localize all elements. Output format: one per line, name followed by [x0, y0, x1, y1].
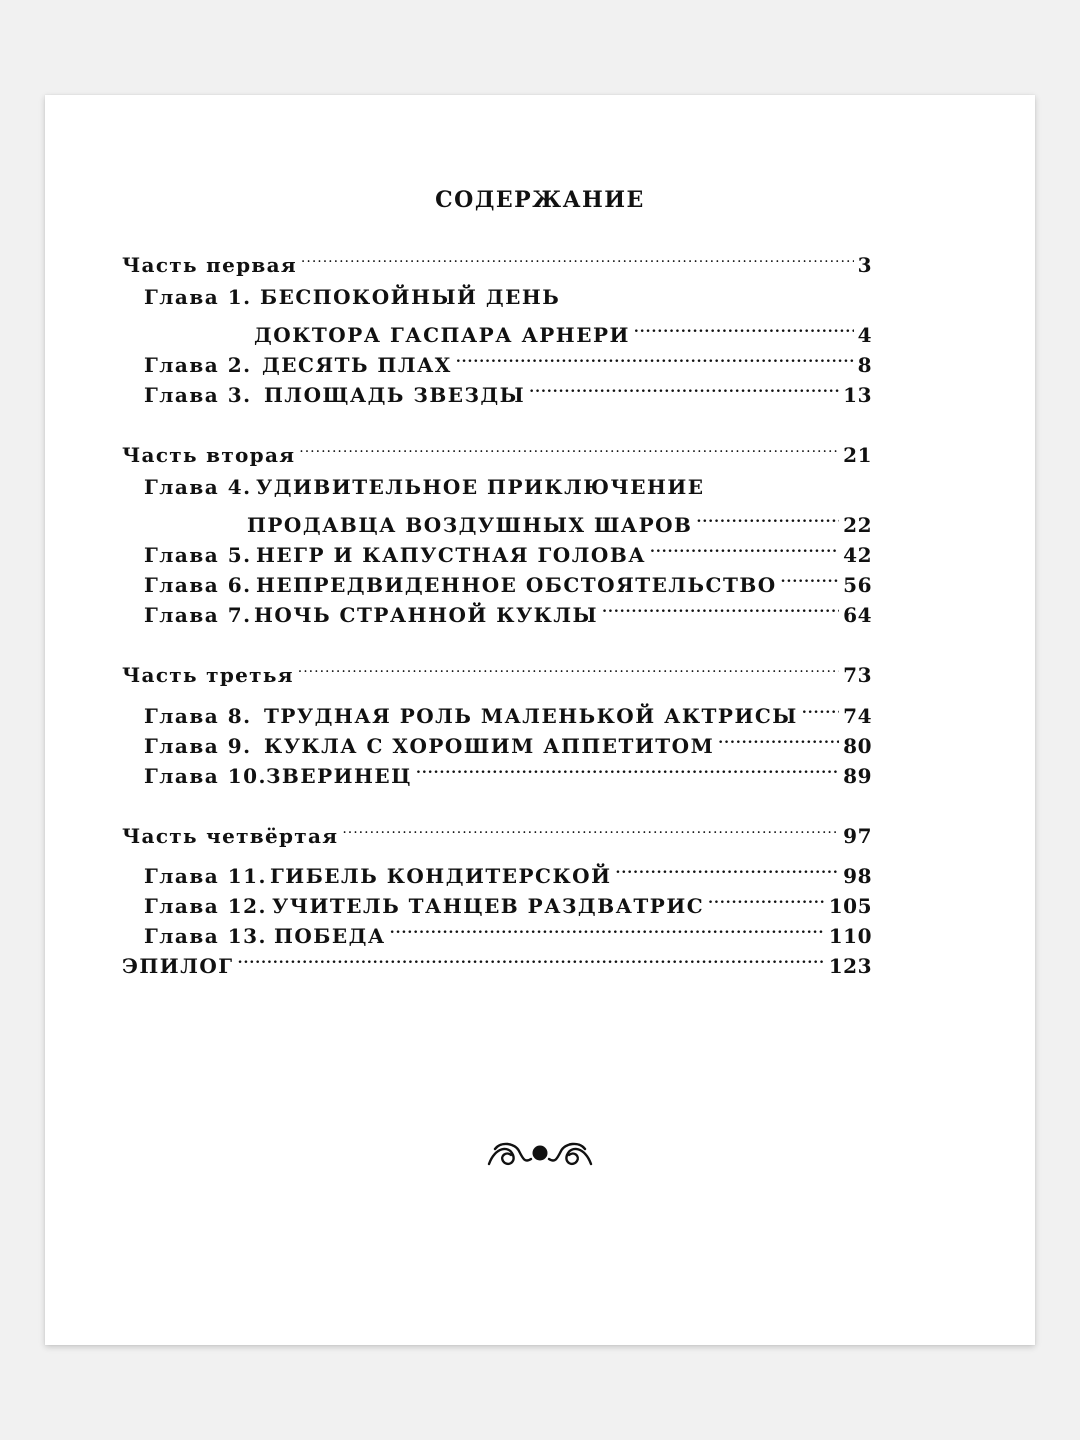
toc-chapter-11: [144, 853, 872, 888]
epilog-label: ЭПИЛОГ: [122, 954, 234, 978]
page-number: 4: [857, 323, 872, 347]
toc-chapter-6: [144, 562, 872, 597]
chapter-number: Глава 11.: [144, 864, 267, 888]
toc-part-3: [122, 652, 872, 687]
chapter-number: Глава 13.: [144, 924, 267, 948]
part-label: Часть третья: [122, 663, 294, 687]
chapter-title: НЕПРЕДВИДЕННОЕ ОБСТОЯТЕЛЬСТВО: [256, 573, 777, 597]
dot-leader: [298, 652, 839, 682]
dot-leader: [602, 592, 839, 622]
toc-chapter-7: [144, 592, 872, 627]
toc-chapter-2: [144, 342, 872, 377]
toc-chapter-3: [144, 372, 872, 407]
dot-leader: [342, 813, 839, 843]
chapter-number: Глава 9.: [144, 734, 252, 758]
dot-leader: [696, 502, 839, 532]
dot-leader: [529, 372, 839, 402]
page-number: 3: [857, 253, 872, 277]
fleuron-ornament-icon: [45, 1137, 1035, 1177]
dot-leader: [416, 753, 839, 783]
chapter-number: Глава 6.: [144, 573, 252, 597]
chapter-number: Глава 10.: [144, 764, 267, 788]
toc-part-1: [122, 242, 872, 277]
dot-leader: [802, 693, 839, 723]
toc-chapter-4-first-line: [144, 472, 705, 502]
page-number: 56: [843, 573, 872, 597]
page-number: 123: [828, 954, 872, 978]
page-number: 97: [843, 824, 872, 848]
dot-leader: [718, 723, 839, 753]
chapter-number: Глава 1.: [144, 285, 252, 309]
dot-leader: [634, 312, 854, 342]
dot-leader: [238, 943, 825, 973]
chapter-title-line-1: БЕСПОКОЙНЫЙ ДЕНЬ: [260, 285, 561, 309]
page-number: 22: [843, 513, 872, 537]
dot-leader: [456, 342, 854, 372]
toc-chapter-10: [144, 753, 872, 788]
chapter-number: Глава 4.: [144, 475, 252, 499]
dot-leader: [615, 853, 839, 883]
page-number: 105: [828, 894, 872, 918]
chapter-number: Глава 8.: [144, 704, 252, 728]
part-label: Часть вторая: [122, 443, 296, 467]
chapter-title-line-2: ПРОДАВЦА ВОЗДУШНЫХ ШАРОВ: [247, 513, 693, 537]
part-label: Часть четвёртая: [122, 824, 339, 848]
toc-chapter-8: [144, 693, 872, 728]
toc-chapter-12: [144, 883, 872, 918]
chapter-title: ЗВЕРИНЕЦ: [266, 764, 412, 788]
chapter-number: Глава 7.: [144, 603, 252, 627]
chapter-title-line-2: ДОКТОРА ГАСПАРА АРНЕРИ: [254, 323, 630, 347]
toc-chapter-1-first-line: [144, 282, 560, 312]
dot-leader: [301, 242, 854, 272]
chapter-title: ГИБЕЛЬ КОНДИТЕРСКОЙ: [270, 864, 612, 888]
toc-chapter-13: [144, 913, 872, 948]
page-number: 89: [843, 764, 872, 788]
toc-epilog: [122, 943, 872, 978]
page-number: 110: [828, 924, 872, 948]
chapter-title: ТРУДНАЯ РОЛЬ МАЛЕНЬКОЙ АКТРИСЫ: [264, 704, 798, 728]
page-number: 8: [857, 353, 872, 377]
toc-chapter-5: [144, 532, 872, 567]
chapter-title: ПОБЕДА: [274, 924, 386, 948]
page-title: СОДЕРЖАНИЕ: [435, 187, 645, 213]
toc-chapter-1: [254, 312, 872, 347]
chapter-title: УЧИТЕЛЬ ТАНЦЕВ РАЗДВАТРИС: [272, 894, 705, 918]
toc-part-2: [122, 432, 872, 467]
chapter-title-line-1: УДИВИТЕЛЬНОЕ ПРИКЛЮЧЕНИЕ: [256, 475, 705, 499]
dot-leader: [650, 532, 839, 562]
page-number: 74: [843, 704, 872, 728]
page-number: 98: [843, 864, 872, 888]
chapter-number: Глава 5.: [144, 543, 252, 567]
page-number: 73: [843, 663, 872, 687]
chapter-title: КУКЛА С ХОРОШИМ АППЕТИТОМ: [264, 734, 715, 758]
dot-leader: [708, 883, 825, 913]
page-number: 80: [843, 734, 872, 758]
page-number: 21: [843, 443, 872, 467]
dot-leader: [781, 562, 839, 592]
chapter-title: НЕГР И КАПУСТНАЯ ГОЛОВА: [256, 543, 647, 567]
toc-chapter-9: [144, 723, 872, 758]
page-number: 42: [843, 543, 872, 567]
book-page: [45, 95, 1035, 1345]
chapter-number: Глава 12.: [144, 894, 267, 918]
chapter-title: ПЛОЩАДЬ ЗВЕЗДЫ: [264, 383, 526, 407]
ornament-graphic: [485, 1137, 595, 1171]
toc-chapter-4: [247, 502, 872, 537]
page-number: 13: [843, 383, 872, 407]
dot-leader: [390, 913, 825, 943]
dot-leader: [299, 432, 839, 462]
chapter-title: ДЕСЯТЬ ПЛАХ: [262, 353, 452, 377]
part-label: Часть первая: [122, 253, 297, 277]
page-number: 64: [843, 603, 872, 627]
toc-part-4: [122, 813, 872, 848]
chapter-number: Глава 2.: [144, 353, 252, 377]
chapter-number: Глава 3.: [144, 383, 252, 407]
chapter-title: НОЧЬ СТРАННОЙ КУКЛЫ: [254, 603, 599, 627]
